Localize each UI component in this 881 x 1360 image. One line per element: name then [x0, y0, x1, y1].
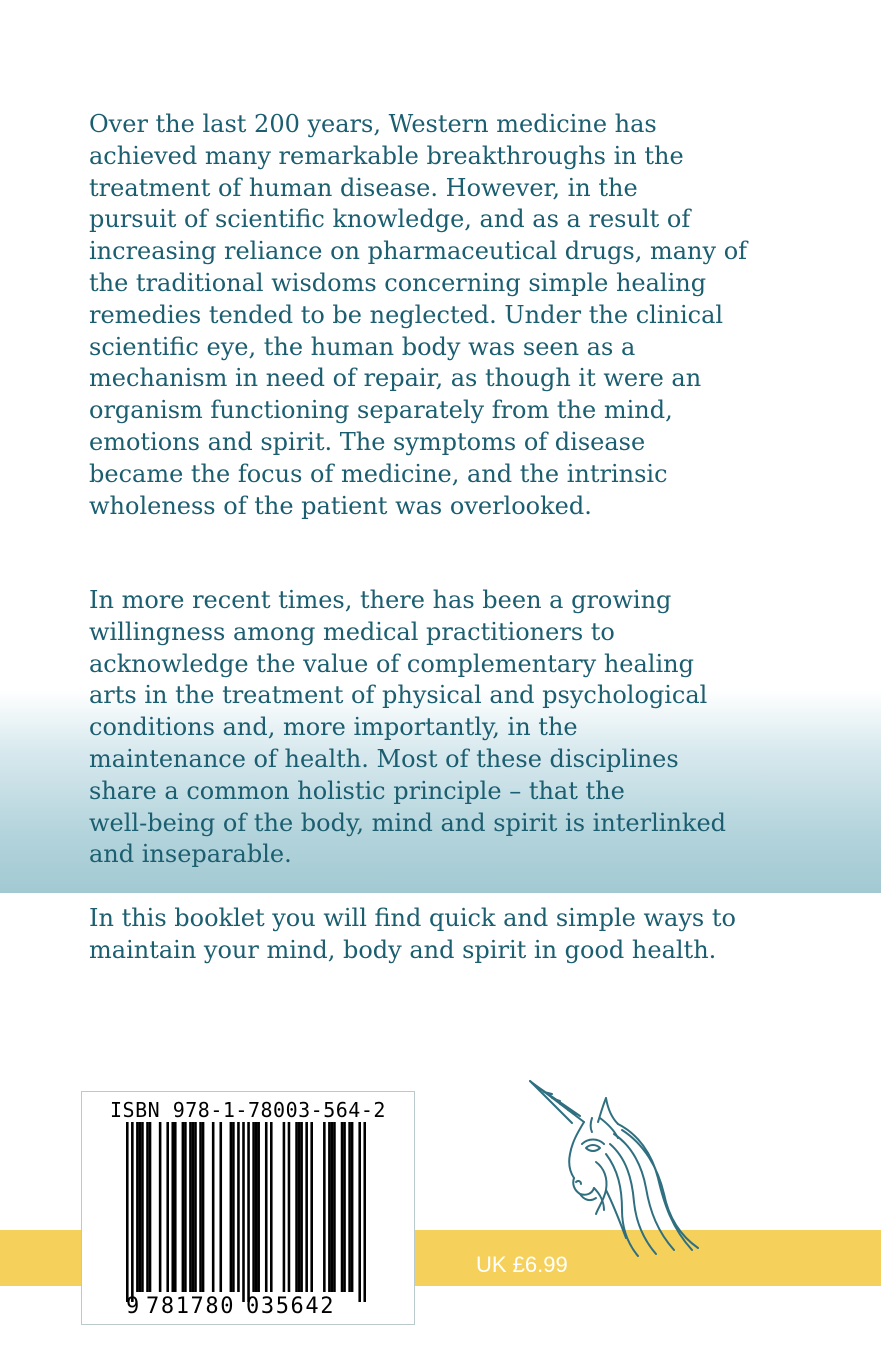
barcode-bar: [126, 1122, 129, 1302]
barcode-bar: [149, 1122, 152, 1292]
barcode-bar: [363, 1122, 366, 1302]
barcode-bar: [300, 1122, 303, 1292]
barcode-bar: [255, 1122, 258, 1292]
barcode-bars: [126, 1122, 366, 1302]
barcode-bar: [331, 1122, 334, 1292]
intro-paragraph: Over the last 200 years, Western medicine has achieved many remarkable breakthroughs in the treatment of human disease. However, in the pursuit of scientific knowledge, and as a result of increasing reliance on pharmaceutical drugs, many of the traditional wisdoms concerning simple healing remedies tended to be neglected. Under the clinical scientific eye, the human body was seen as a mechanism in need of repair, as though it were an organism functioning separately from the mind, emotions and spirit. The symptoms of disease became the focus of medicine, and the intrinsic wholeness of the patient was overlooked.: [89, 110, 748, 520]
barcode-bar: [270, 1122, 273, 1292]
barcode-bar: [212, 1122, 215, 1292]
barcode-bar: [192, 1122, 195, 1292]
barcode-bar: [146, 1122, 149, 1292]
barcode-bar: [219, 1122, 222, 1292]
barcode-bar: [341, 1122, 344, 1292]
barcode-bar: [131, 1122, 134, 1302]
booklet-paragraph: In this booklet you will find quick and simple ways to maintain your mind, body and spirit in good health.: [89, 904, 736, 964]
ean-right-group: 035642: [246, 1294, 336, 1319]
barcode-bar: [257, 1122, 260, 1292]
barcode-bar: [171, 1122, 174, 1292]
ean-first-digit: 9: [126, 1294, 141, 1319]
price-label: UK £6.99: [476, 1252, 568, 1277]
barcode-bar: [189, 1122, 192, 1292]
barcode-bar: [348, 1122, 351, 1292]
barcode-bar: [288, 1122, 291, 1292]
barcode-bar: [237, 1122, 240, 1292]
barcode-bar: [166, 1122, 169, 1292]
barcode-bar: [265, 1122, 268, 1292]
barcode-bar: [194, 1122, 197, 1292]
barcode-bar: [333, 1122, 336, 1292]
ean-digits: [124, 1294, 364, 1322]
isbn-label: ISBN 978-1-78003-564-2: [110, 1098, 386, 1122]
barcode-bar: [252, 1122, 255, 1292]
barcode-bar: [298, 1122, 301, 1292]
barcode-bar: [159, 1122, 162, 1292]
barcode-bar: [323, 1122, 326, 1292]
barcode-bar: [343, 1122, 346, 1292]
barcode-bar: [247, 1122, 250, 1302]
barcode-bar: [141, 1122, 144, 1292]
barcode-bar: [199, 1122, 202, 1292]
ean-left-group: 781780: [146, 1294, 236, 1319]
barcode-bar: [328, 1122, 331, 1292]
barcode-bar: [174, 1122, 177, 1292]
barcode-bar: [232, 1122, 235, 1292]
barcode-bar: [351, 1122, 354, 1292]
unicorn-head-icon: [522, 1078, 712, 1258]
barcode-bar: [184, 1122, 187, 1292]
holistic-paragraph: In more recent times, there has been a growing willingness among medical practitioners to acknowledge the value of complementary healing arts in the treatment of physical and psychological conditions and, more importantly, in the maintenance of health. Most of these disciplines share a common holistic principle – that the well-being of the body, mind and spirit is interlinked and inseparable.: [89, 586, 727, 869]
barcode-bar: [230, 1122, 233, 1292]
barcode-bar: [358, 1122, 361, 1302]
barcode-bar: [182, 1122, 185, 1292]
barcode-bar: [136, 1122, 139, 1292]
barcode-bar: [202, 1122, 205, 1292]
barcode-bar: [283, 1122, 286, 1292]
barcode-bar: [305, 1122, 308, 1292]
barcode-bar: [310, 1122, 313, 1292]
barcode-bar: [242, 1122, 245, 1302]
barcode-bar: [139, 1122, 142, 1292]
barcode-bar: [295, 1122, 298, 1292]
